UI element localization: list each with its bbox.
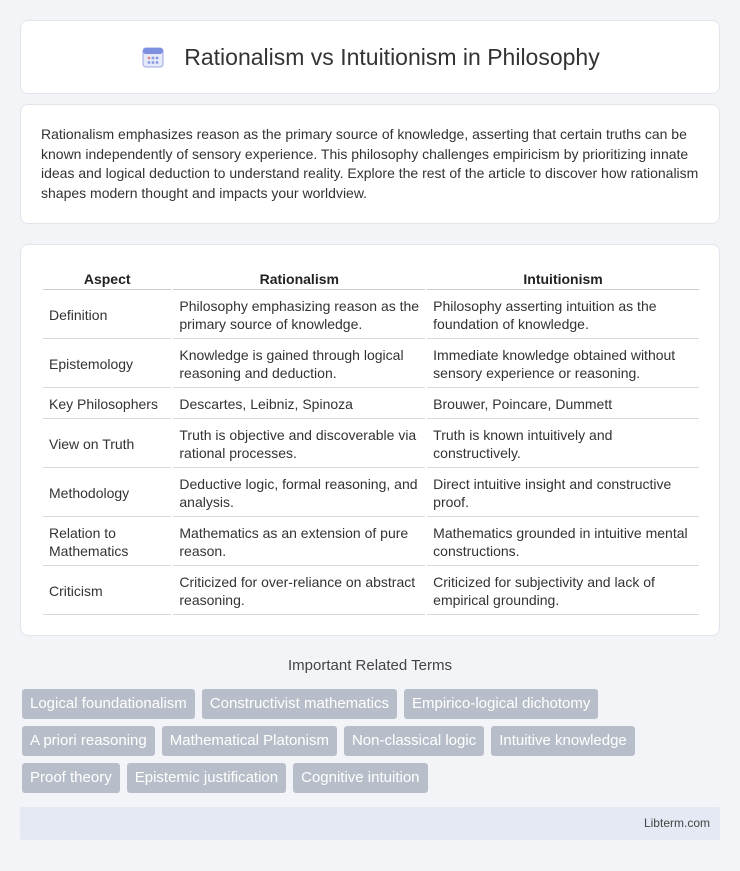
related-term-tag[interactable]: Non-classical logic: [344, 726, 484, 756]
table-row: [43, 519, 699, 566]
tag-row: [22, 726, 722, 756]
tag-row: [22, 763, 722, 793]
related-terms-title: Important Related Terms: [288, 657, 452, 674]
intuitionism-cell: Brouwer, Poincare, Dummett: [427, 390, 699, 419]
related-term-tag[interactable]: A priori reasoning: [22, 726, 155, 756]
intuitionism-cell: Direct intuitive insight and constructive proof.: [427, 470, 699, 517]
tag-row: [22, 689, 722, 719]
table-row: [43, 292, 699, 339]
footer: [20, 807, 720, 840]
aspect-cell: Criticism: [43, 568, 171, 615]
aspect-cell: Key Philosophers: [43, 390, 171, 419]
rationalism-cell: Truth is objective and discoverable via rational processes.: [173, 421, 425, 468]
table-header-row: [43, 267, 699, 290]
intuitionism-cell: Philosophy asserting intuition as the foundation of knowledge.: [427, 292, 699, 339]
rationalism-cell: Mathematics as an extension of pure reason.: [173, 519, 425, 566]
footer-site-link[interactable]: Libterm.com: [643, 816, 710, 830]
rationalism-cell: Criticized for over-reliance on abstract reasoning.: [173, 568, 425, 615]
related-term-tag[interactable]: Intuitive knowledge: [491, 726, 635, 756]
aspect-cell: Relation to Mathematics: [43, 519, 171, 566]
related-term-tag[interactable]: Epistemic justification: [127, 763, 286, 793]
intro-paragraph: Rationalism emphasizes reason as the primary source of knowledge, asserting that certain truths can be known independently of sensory experience. This philosophy challenges empiricism by prioritizing innate ideas and logical deduction to understand reality. Explore the rest of the article to discover how rationalism shapes modern thought and impacts your worldview.: [41, 126, 699, 201]
intuitionism-cell: Criticized for subjectivity and lack of empirical grounding.: [427, 568, 699, 615]
rationalism-cell: Knowledge is gained through logical reasoning and deduction.: [173, 341, 425, 388]
related-term-tag[interactable]: Mathematical Platonism: [162, 726, 337, 756]
related-term-tag[interactable]: Cognitive intuition: [293, 763, 427, 793]
related-terms: [22, 689, 722, 800]
comparison-table: [41, 265, 701, 617]
related-term-tag[interactable]: Logical foundationalism: [22, 689, 195, 719]
intuitionism-cell: Immediate knowledge obtained without sensory experience or reasoning.: [427, 341, 699, 388]
title-card: [20, 20, 720, 94]
calendar-icon: [140, 44, 166, 70]
page-title: Rationalism vs Intuitionism in Philosophy: [184, 43, 600, 70]
aspect-cell: Epistemology: [43, 341, 171, 388]
header-intuitionism: Intuitionism: [427, 267, 699, 290]
table-row: [43, 341, 699, 388]
rationalism-cell: Descartes, Leibniz, Spinoza: [173, 390, 425, 419]
table-row: [43, 470, 699, 517]
aspect-cell: Methodology: [43, 470, 171, 517]
related-term-tag[interactable]: Empirico-logical dichotomy: [404, 689, 598, 719]
related-term-tag[interactable]: Constructivist mathematics: [202, 689, 397, 719]
intro-card: [20, 104, 720, 224]
comparison-card: [20, 244, 720, 636]
related-term-tag[interactable]: Proof theory: [22, 763, 120, 793]
aspect-cell: Definition: [43, 292, 171, 339]
rationalism-cell: Philosophy emphasizing reason as the primary source of knowledge.: [173, 292, 425, 339]
aspect-cell: View on Truth: [43, 421, 171, 468]
header-aspect: Aspect: [43, 267, 171, 290]
header-rationalism: Rationalism: [173, 267, 425, 290]
intuitionism-cell: Mathematics grounded in intuitive mental constructions.: [427, 519, 699, 566]
table-row: [43, 568, 699, 615]
table-row: [43, 421, 699, 468]
intuitionism-cell: Truth is known intuitively and constructively.: [427, 421, 699, 468]
table-row: [43, 390, 699, 419]
rationalism-cell: Deductive logic, formal reasoning, and analysis.: [173, 470, 425, 517]
